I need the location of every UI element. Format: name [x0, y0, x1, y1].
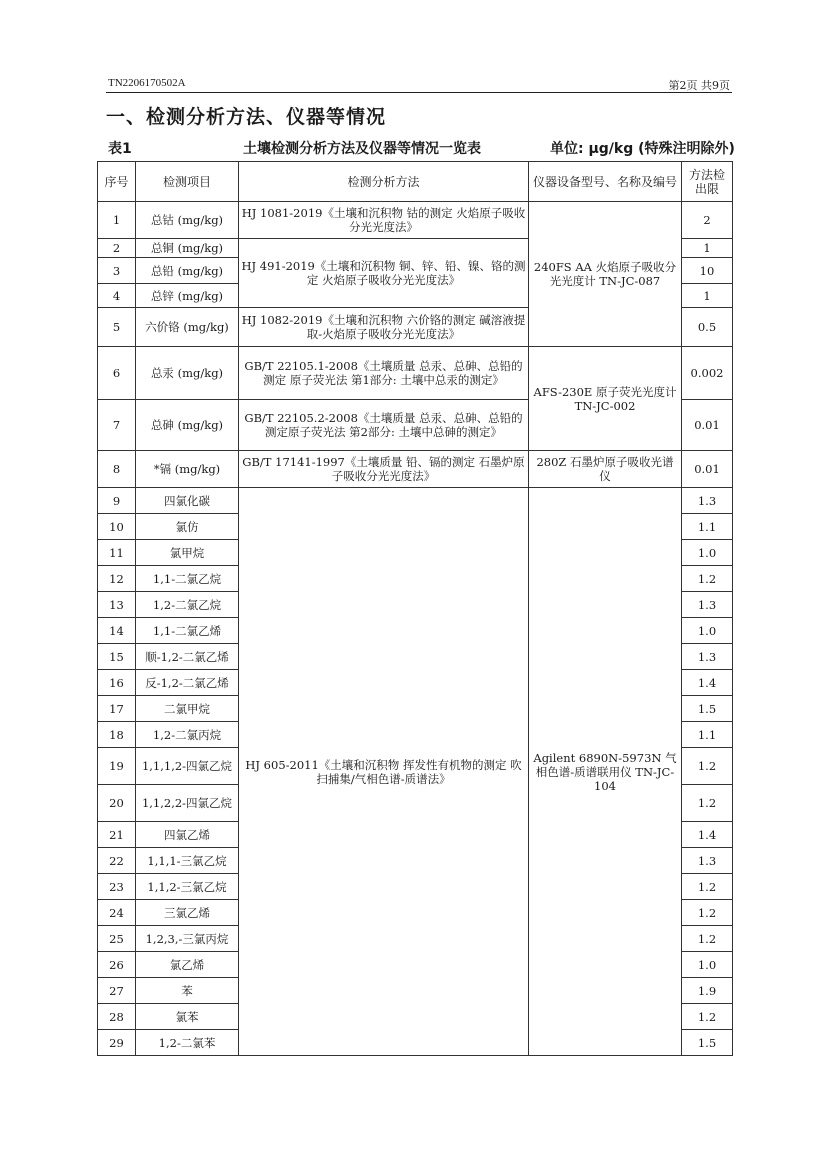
row-lod: 1.0 [682, 540, 733, 566]
row-lod: 1.2 [682, 900, 733, 926]
row-item: 1,2,3,-三氯丙烷 [136, 926, 239, 952]
table-row [98, 347, 733, 400]
table-row [98, 451, 733, 488]
row-instrument: AFS-230E 原子荧光光度计 TN-JC-002 [529, 347, 682, 451]
row-item: 顺-1,2-二氯乙烯 [136, 644, 239, 670]
table-row [98, 488, 733, 514]
row-number: 6 [98, 347, 136, 400]
row-number: 22 [98, 848, 136, 874]
row-number: 13 [98, 592, 136, 618]
row-item: 氯乙烯 [136, 952, 239, 978]
row-number: 19 [98, 748, 136, 785]
row-lod: 1.3 [682, 488, 733, 514]
col-header-instrument: 仪器设备型号、名称及编号 [529, 162, 682, 202]
row-instrument: Agilent 6890N-5973N 气相色谱-质谱联用仪 TN-JC-104 [529, 488, 682, 1056]
table-label: 表1 [108, 141, 132, 157]
row-instrument: 240FS AA 火焰原子吸收分光光度计 TN-JC-087 [529, 202, 682, 347]
row-number: 14 [98, 618, 136, 644]
row-instrument: 280Z 石墨炉原子吸收光谱仪 [529, 451, 682, 488]
row-item: 1,1,1,2-四氯乙烷 [136, 748, 239, 785]
row-number: 28 [98, 1004, 136, 1030]
row-item: 四氯乙烯 [136, 822, 239, 848]
row-item: 总锌 (mg/kg) [136, 284, 239, 308]
row-lod: 1.4 [682, 670, 733, 696]
row-item: 二氯甲烷 [136, 696, 239, 722]
row-lod: 1.1 [682, 722, 733, 748]
row-number: 21 [98, 822, 136, 848]
row-item: 1,1,2,2-四氯乙烷 [136, 785, 239, 822]
row-method: GB/T 22105.2-2008《土壤质量 总汞、总砷、总铅的测定原子荧光法 第2部分: 土壤中总砷的测定》 [239, 400, 529, 451]
row-number: 5 [98, 308, 136, 347]
row-item: 1,2-二氯丙烷 [136, 722, 239, 748]
row-lod: 1.5 [682, 696, 733, 722]
page-number: 第2页 共9页 [668, 79, 730, 92]
row-item: 氯甲烷 [136, 540, 239, 566]
row-number: 3 [98, 258, 136, 284]
row-lod: 1.3 [682, 592, 733, 618]
row-item: 1,2-二氯乙烷 [136, 592, 239, 618]
row-lod: 1.0 [682, 618, 733, 644]
row-number: 2 [98, 239, 136, 258]
row-lod: 1.0 [682, 952, 733, 978]
row-item: 氯仿 [136, 514, 239, 540]
row-lod: 0.002 [682, 347, 733, 400]
row-item: 1,2-二氯苯 [136, 1030, 239, 1056]
row-item: 总砷 (mg/kg) [136, 400, 239, 451]
row-item: 三氯乙烯 [136, 900, 239, 926]
row-lod: 0.01 [682, 400, 733, 451]
row-lod: 1.5 [682, 1030, 733, 1056]
row-number: 16 [98, 670, 136, 696]
row-lod: 1.2 [682, 748, 733, 785]
row-lod: 1.2 [682, 785, 733, 822]
table-row [98, 202, 733, 239]
row-lod: 1.2 [682, 874, 733, 900]
table-title: 土壤检测分析方法及仪器等情况一览表 [243, 141, 481, 157]
col-header-lod: 方法检出限 [682, 162, 733, 202]
row-number: 15 [98, 644, 136, 670]
row-item: 氯苯 [136, 1004, 239, 1030]
table-header-row [98, 162, 733, 202]
row-method: HJ 1081-2019《土壤和沉积物 钴的测定 火焰原子吸收分光光度法》 [239, 202, 529, 239]
row-item: 六价铬 (mg/kg) [136, 308, 239, 347]
row-number: 7 [98, 400, 136, 451]
row-lod: 10 [682, 258, 733, 284]
methods-table [97, 161, 733, 1056]
row-item: 1,1-二氯乙烷 [136, 566, 239, 592]
col-header-no: 序号 [98, 162, 136, 202]
row-number: 25 [98, 926, 136, 952]
row-number: 27 [98, 978, 136, 1004]
row-lod: 1.2 [682, 926, 733, 952]
row-number: 29 [98, 1030, 136, 1056]
row-lod: 1.9 [682, 978, 733, 1004]
row-lod: 1 [682, 284, 733, 308]
row-lod: 1.2 [682, 566, 733, 592]
row-item: 总钴 (mg/kg) [136, 202, 239, 239]
row-lod: 2 [682, 202, 733, 239]
row-lod: 1.1 [682, 514, 733, 540]
row-number: 23 [98, 874, 136, 900]
row-number: 20 [98, 785, 136, 822]
row-item: 1,1,2-三氯乙烷 [136, 874, 239, 900]
row-lod: 1 [682, 239, 733, 258]
row-method: HJ 491-2019《土壤和沉积物 铜、锌、铅、镍、铬的测定 火焰原子吸收分光光度法》 [239, 239, 529, 308]
row-item: *镉 (mg/kg) [136, 451, 239, 488]
unit-note: 单位: μg/kg (特殊注明除外) [550, 141, 735, 157]
row-number: 1 [98, 202, 136, 239]
header-rule [106, 92, 732, 93]
row-number: 10 [98, 514, 136, 540]
row-lod: 1.2 [682, 1004, 733, 1030]
col-header-method: 检测分析方法 [239, 162, 529, 202]
row-method: GB/T 22105.1-2008《土壤质量 总汞、总砷、总铅的测定 原子荧光法 第1部分: 土壤中总汞的测定》 [239, 347, 529, 400]
row-lod: 0.5 [682, 308, 733, 347]
row-number: 24 [98, 900, 136, 926]
row-lod: 1.3 [682, 848, 733, 874]
row-number: 12 [98, 566, 136, 592]
row-item: 苯 [136, 978, 239, 1004]
row-item: 总汞 (mg/kg) [136, 347, 239, 400]
row-number: 9 [98, 488, 136, 514]
row-item: 总铅 (mg/kg) [136, 258, 239, 284]
row-number: 4 [98, 284, 136, 308]
row-item: 1,1-二氯乙烯 [136, 618, 239, 644]
row-item: 四氯化碳 [136, 488, 239, 514]
col-header-item: 检测项目 [136, 162, 239, 202]
row-method: HJ 1082-2019《土壤和沉积物 六价铬的测定 碱溶液提取-火焰原子吸收分光光度法》 [239, 308, 529, 347]
row-lod: 1.4 [682, 822, 733, 848]
row-method: HJ 605-2011《土壤和沉积物 挥发性有机物的测定 吹扫捕集/气相色谱-质谱法》 [239, 488, 529, 1056]
row-lod: 0.01 [682, 451, 733, 488]
row-number: 26 [98, 952, 136, 978]
section-title: 一、检测分析方法、仪器等情况 [106, 106, 387, 128]
row-item: 反-1,2-二氯乙烯 [136, 670, 239, 696]
row-number: 11 [98, 540, 136, 566]
row-number: 17 [98, 696, 136, 722]
row-lod: 1.3 [682, 644, 733, 670]
row-number: 8 [98, 451, 136, 488]
row-item: 总铜 (mg/kg) [136, 239, 239, 258]
row-method: GB/T 17141-1997《土壤质量 铅、镉的测定 石墨炉原子吸收分光光度法》 [239, 451, 529, 488]
row-number: 18 [98, 722, 136, 748]
document-id: TN2206170502A [108, 77, 186, 89]
row-item: 1,1,1-三氯乙烷 [136, 848, 239, 874]
